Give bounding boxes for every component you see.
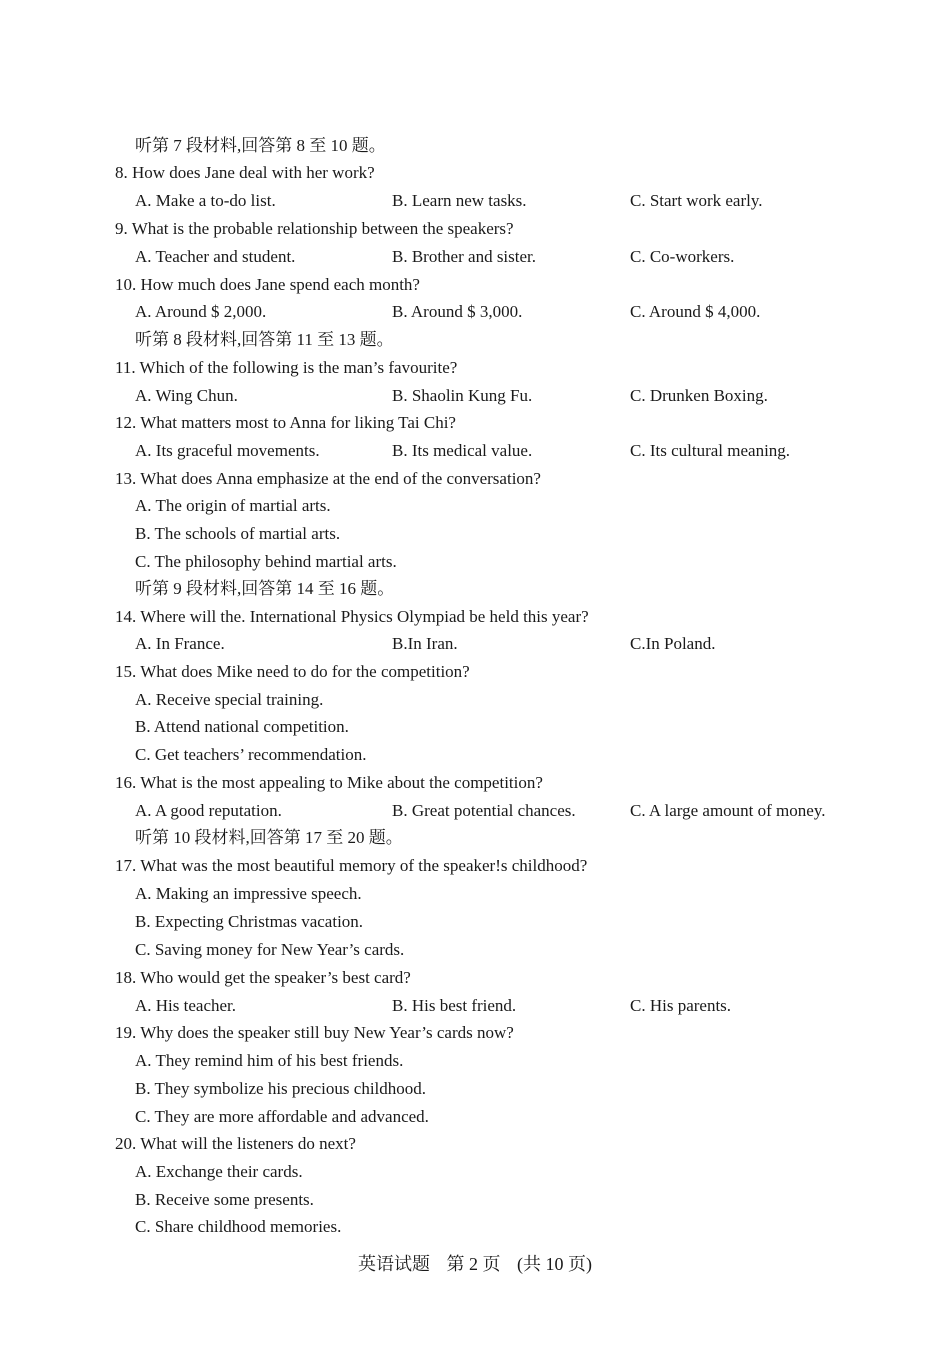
option-9b: B. Brother and sister. bbox=[392, 247, 537, 266]
option-18c: C. His parents. bbox=[630, 996, 732, 1015]
option-13b: B. The schools of martial arts. bbox=[135, 524, 341, 543]
footer-page-number: 第 2 页 bbox=[446, 1254, 501, 1274]
option-17a: A. Making an impressive speech. bbox=[135, 884, 362, 903]
option-12a: A. Its graceful movements. bbox=[135, 441, 320, 460]
option-19a: A. They remind him of his best friends. bbox=[135, 1051, 404, 1070]
option-15b: B. Attend national competition. bbox=[135, 717, 349, 736]
option-14a: A. In France. bbox=[135, 634, 225, 653]
option-15a: A. Receive special training. bbox=[135, 690, 324, 709]
option-14b: B.In Iran. bbox=[392, 634, 458, 653]
option-9c: C. Co-workers. bbox=[630, 247, 735, 266]
option-19c: C. They are more affordable and advanced. bbox=[135, 1107, 429, 1126]
option-10c: C. Around $ 4,000. bbox=[630, 302, 761, 321]
option-20b: B. Receive some presents. bbox=[135, 1190, 314, 1209]
option-12b: B. Its medical value. bbox=[392, 441, 533, 460]
option-8b: B. Learn new tasks. bbox=[392, 191, 527, 210]
question-8: 8. How does Jane deal with her work? bbox=[115, 163, 375, 182]
question-9: 9. What is the probable relationship between the speakers? bbox=[115, 219, 514, 238]
option-8a: A. Make a to-do list. bbox=[135, 191, 276, 210]
option-16b: B. Great potential chances. bbox=[392, 801, 576, 820]
option-19b: B. They symbolize his precious childhood. bbox=[135, 1079, 427, 1098]
question-14: 14. Where will the. International Physics Olympiad be held this year? bbox=[115, 607, 589, 626]
question-16: 16. What is the most appealing to Mike about the competition? bbox=[115, 773, 543, 792]
option-18a: A. His teacher. bbox=[135, 996, 237, 1015]
option-11a: A. Wing Chun. bbox=[135, 386, 238, 405]
option-11c: C. Drunken Boxing. bbox=[630, 386, 768, 405]
option-11b: B. Shaolin Kung Fu. bbox=[392, 386, 533, 405]
option-17c: C. Saving money for New Year’s cards. bbox=[135, 940, 405, 959]
option-16a: A. A good reputation. bbox=[135, 801, 282, 820]
section-header: 听第 7 段材料,回答第 8 至 10 题。 bbox=[135, 136, 386, 155]
option-20a: A. Exchange their cards. bbox=[135, 1162, 303, 1181]
option-14c: C.In Poland. bbox=[630, 634, 716, 653]
option-12c: C. Its cultural meaning. bbox=[630, 441, 791, 460]
option-13a: A. The origin of martial arts. bbox=[135, 496, 331, 515]
option-20c: C. Share childhood memories. bbox=[135, 1217, 342, 1236]
footer-subject: 英语试题 bbox=[358, 1254, 430, 1274]
option-18b: B. His best friend. bbox=[392, 996, 517, 1015]
question-15: 15. What does Mike need to do for the competition? bbox=[115, 662, 470, 681]
option-15c: C. Get teachers’ recommendation. bbox=[135, 745, 367, 764]
question-19: 19. Why does the speaker still buy New Year’s cards now? bbox=[115, 1023, 514, 1042]
section-header: 听第 8 段材料,回答第 11 至 13 题。 bbox=[135, 330, 394, 349]
question-13: 13. What does Anna emphasize at the end of the conversation? bbox=[115, 469, 541, 488]
section-header: 听第 10 段材料,回答第 17 至 20 题。 bbox=[135, 828, 403, 847]
footer-total-pages: (共 10 页) bbox=[517, 1254, 592, 1274]
question-11: 11. Which of the following is the man’s favourite? bbox=[115, 358, 458, 377]
question-18: 18. Who would get the speaker’s best card? bbox=[115, 968, 411, 987]
question-20: 20. What will the listeners do next? bbox=[115, 1134, 356, 1153]
page-footer bbox=[0, 1253, 950, 1275]
option-8c: C. Start work early. bbox=[630, 191, 763, 210]
option-10a: A. Around $ 2,000. bbox=[135, 302, 267, 321]
question-10: 10. How much does Jane spend each month? bbox=[115, 275, 420, 294]
question-17: 17. What was the most beautiful memory of the speaker!s childhood? bbox=[115, 856, 588, 875]
option-9a: A. Teacher and student. bbox=[135, 247, 296, 266]
section-header: 听第 9 段材料,回答第 14 至 16 题。 bbox=[135, 579, 395, 598]
option-10b: B. Around $ 3,000. bbox=[392, 302, 523, 321]
option-17b: B. Expecting Christmas vacation. bbox=[135, 912, 364, 931]
option-16c: C. A large amount of money. bbox=[630, 801, 826, 820]
option-13c: C. The philosophy behind martial arts. bbox=[135, 552, 397, 571]
question-12: 12. What matters most to Anna for liking Tai Chi? bbox=[115, 413, 456, 432]
